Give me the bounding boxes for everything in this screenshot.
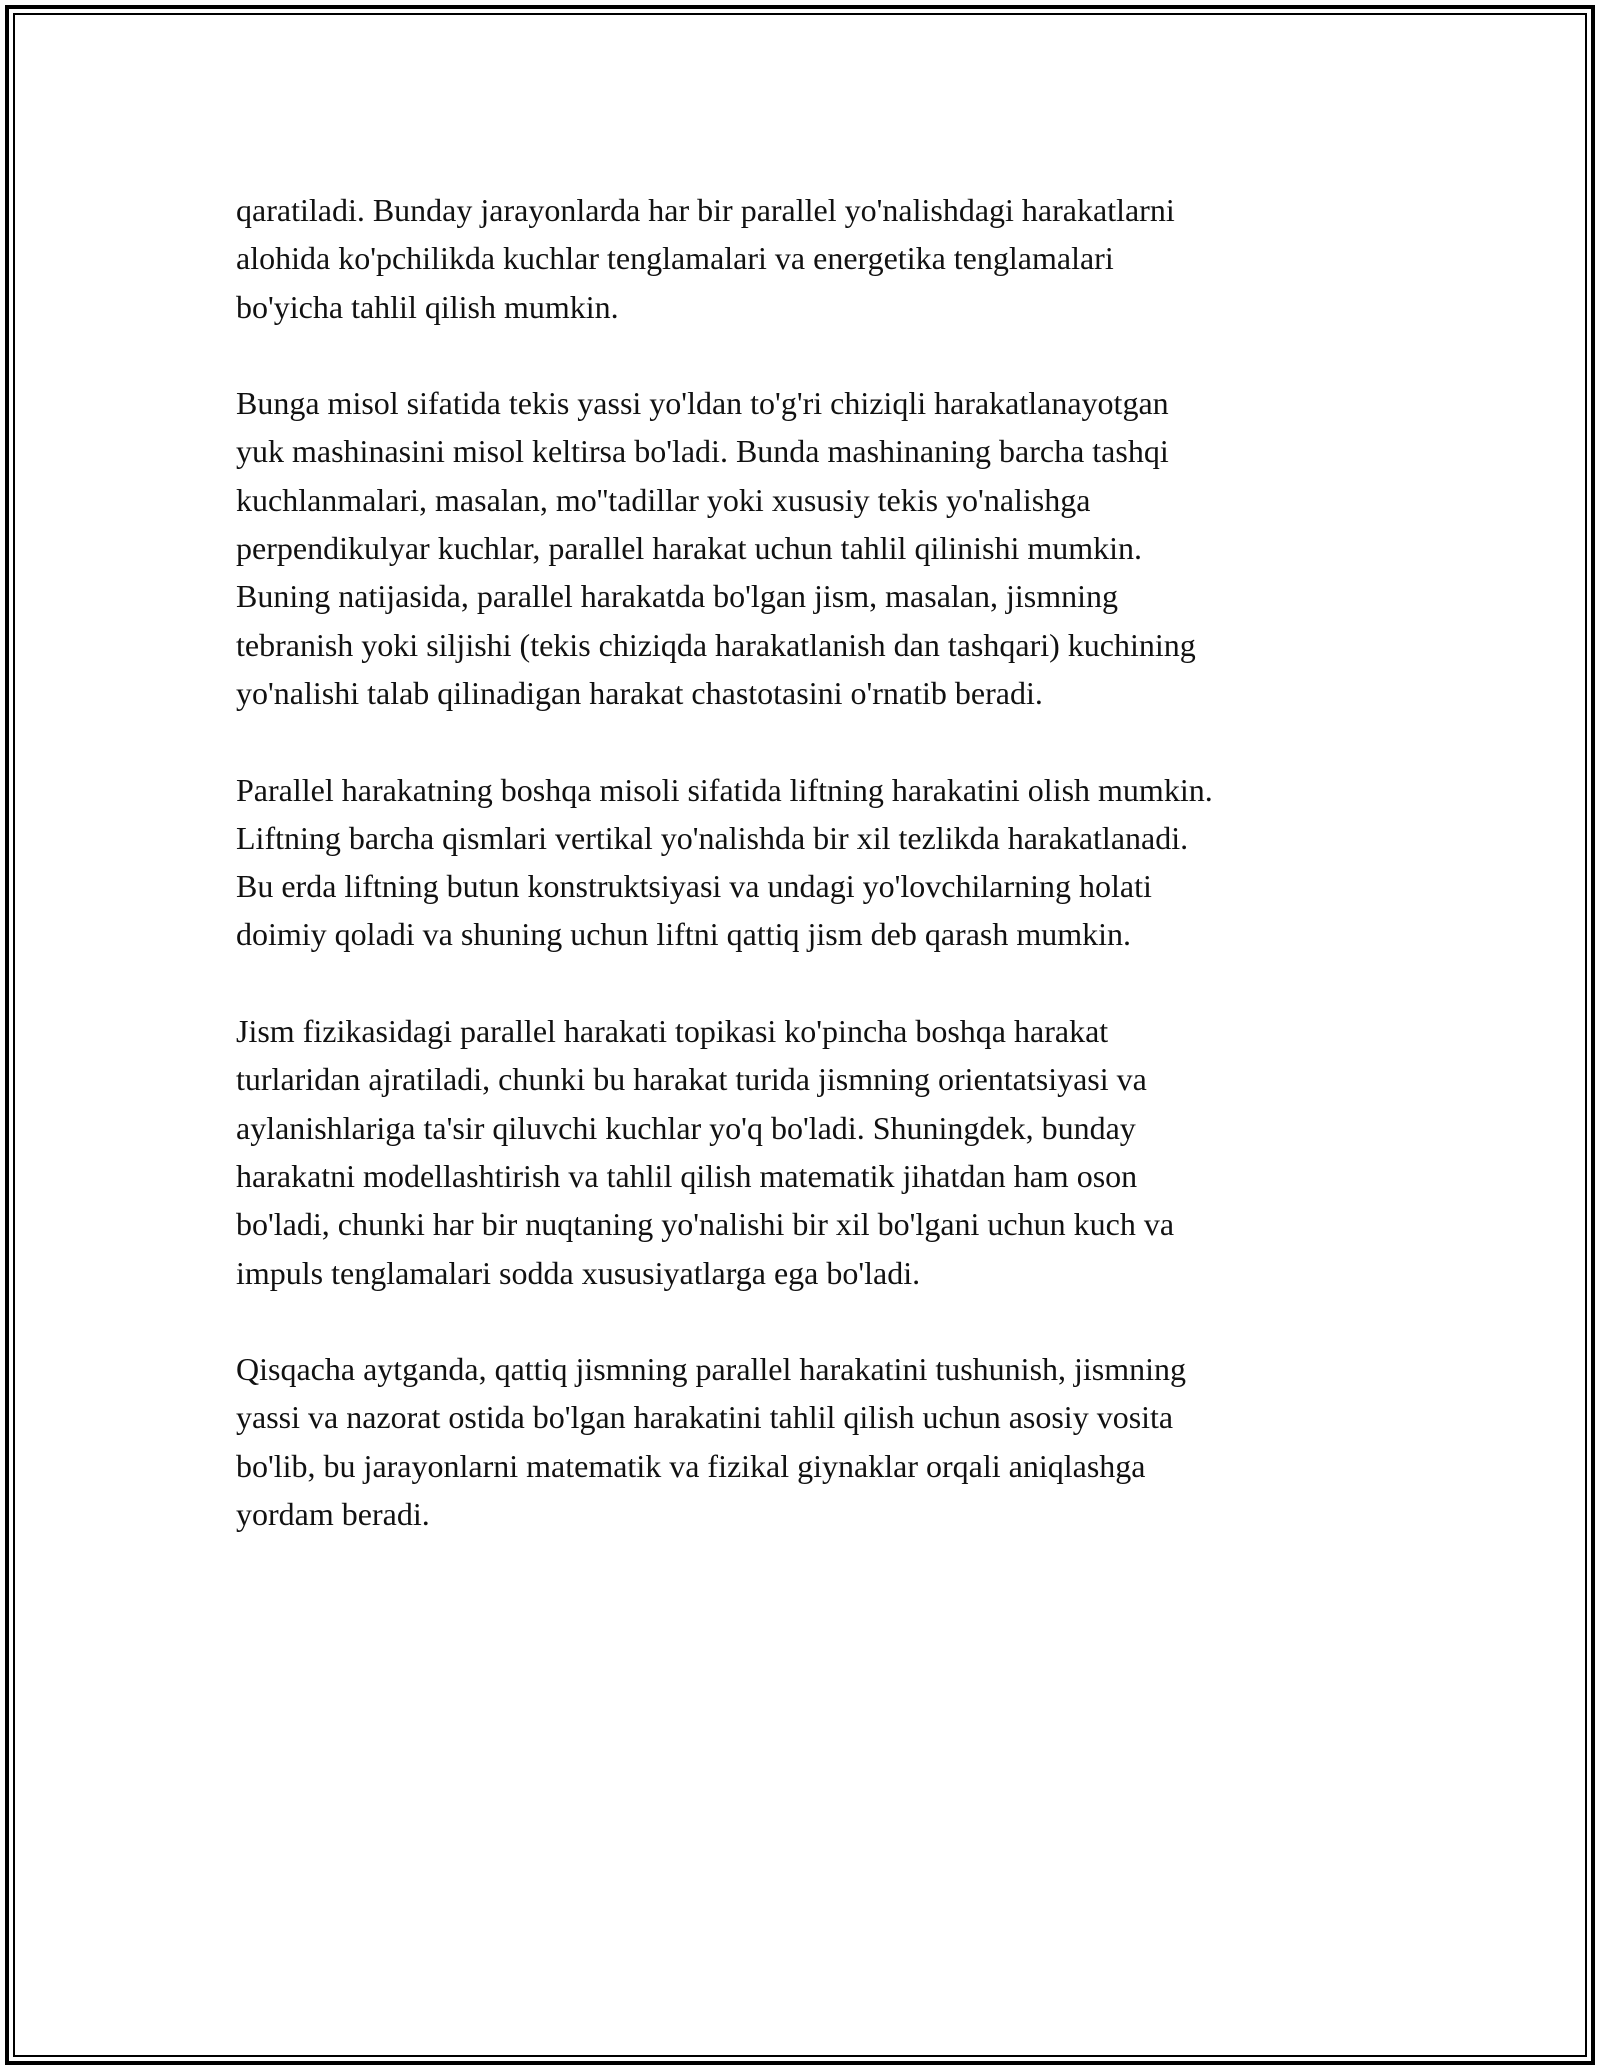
paragraph-5: Qisqacha aytganda, qattiq jismning parallel harakatini tushunish, jismning yassi va nazorat ostida bo'lgan harakatini tahlil qilish uchun asosiy vosita bo'lib, bu jarayonlarni matematik va fizikal giynaklar orqali aniqlashga yordam beradi. — [236, 1351, 1187, 1533]
document-body — [236, 186, 1396, 1587]
paragraph-3: Parallel harakatning boshqa misoli sifatida liftning harakatini olish mumkin. Liftning barcha qismlari vertikal yo'nalishda bir xil tezlikda harakatlanadi. Bu erda liftning butun konstruktsiyasi va undagi yo'lovchilarning holati doimiy qoladi va shuning uchun liftni qattiq jism deb qarash mumkin. — [236, 771, 1213, 953]
paragraph-1: qaratiladi. Bunday jarayonlarda har bir parallel yo'nalishdagi harakatlarni alohida ko'pchilikda kuchlar tenglamalari va energetika tenglamalari bo'yicha tahlil qilish mumkin. — [236, 192, 1175, 325]
paragraph-4: Jism fizikasidagi parallel harakati topikasi ko'pincha boshqa harakat turlaridan ajratiladi, chunki bu harakat turida jismning orientatsiyasi va aylanishlariga ta'sir qiluvchi kuchlar yo'q bo'ladi. Shuningdek, bunday harakatni modellashtirish va tahlil qilish matematik jihatdan ham oson bo'ladi, chunki har bir nuqtaning yo'nalishi bir xil bo'lgani uchun kuch va impuls tenglamalari sodda xususiyatlarga ega bo'ladi. — [236, 1013, 1175, 1291]
paragraph-2: Bunga misol sifatida tekis yassi yo'ldan to'g'ri chiziqli harakatlanayotgan yuk mashinasini misol keltirsa bo'ladi. Bunda mashinaning barcha tashqi kuchlanmalari, masalan, mo''tadillar yoki xususiy tekis yo'nalishga perpendikulyar kuchlar, parallel harakat uchun tahlil qilinishi mumkin. Buning natijasida, parallel harakatda bo'lgan jism, masalan, jismning tebranish yoki siljishi (tekis chiziqda harakatlanish dan tashqari) kuchining yo'nalishi talab qilinadigan harakat chastotasini o'rnatib beradi. — [236, 385, 1196, 711]
